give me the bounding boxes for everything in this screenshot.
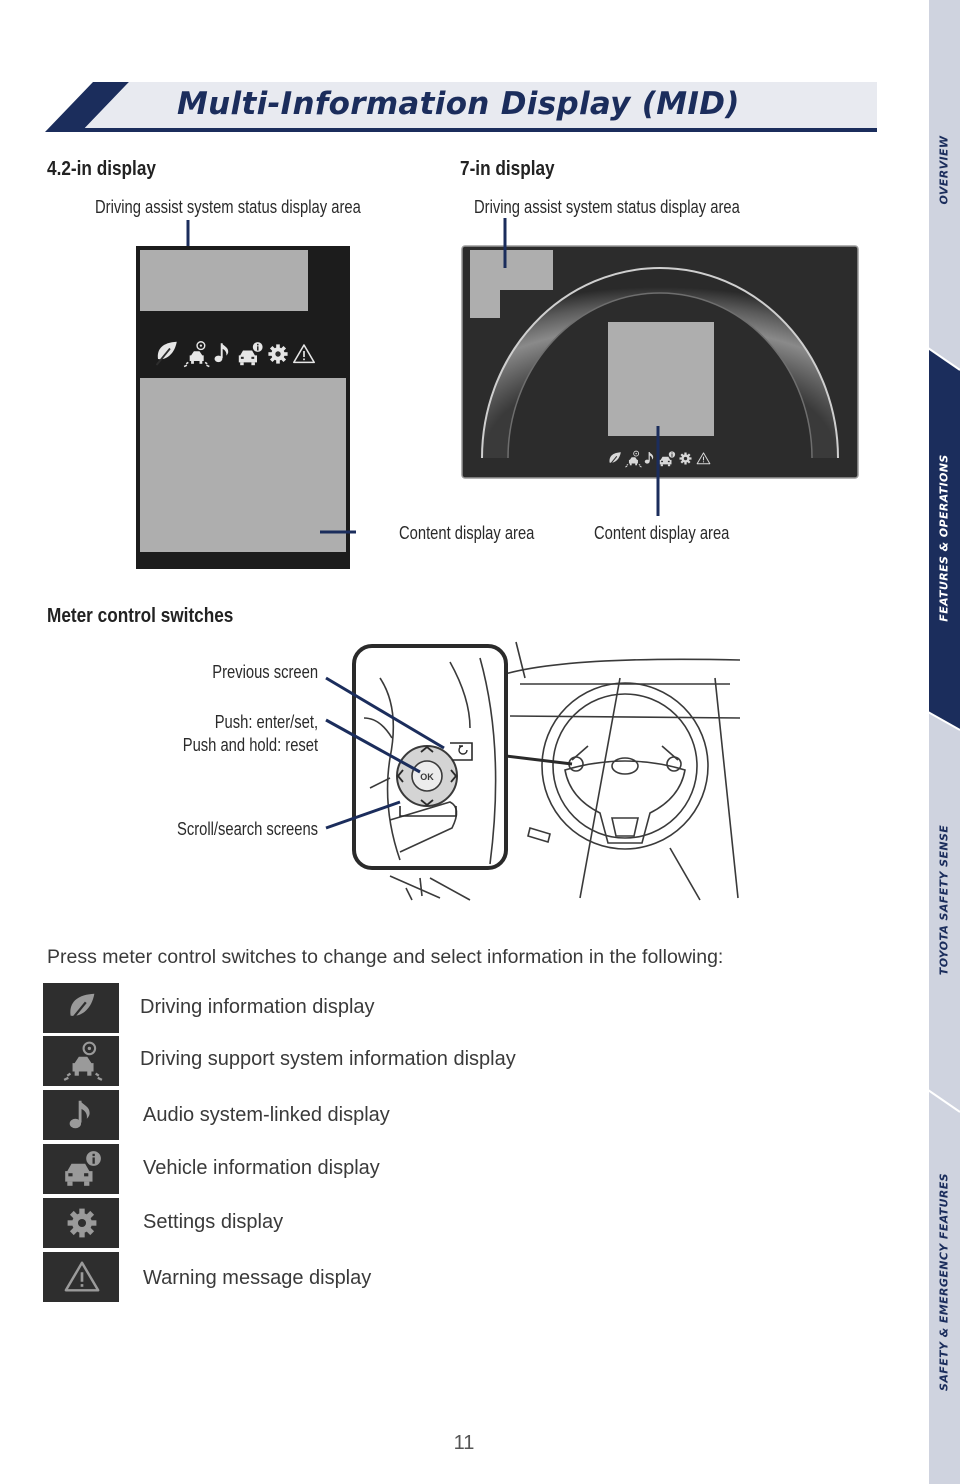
display-42-heading: 4.2-in display [47,158,156,180]
display-7-status-label: Driving assist system status display area [474,197,740,217]
svg-text:OK: OK [420,772,434,782]
legend-label: Warning message display [143,1267,372,1289]
display-7-heading: 7-in display [460,158,555,180]
legend-item [43,983,119,1033]
music-note-icon [43,1090,119,1140]
section-tabs: OVERVIEW FEATURES & OPERATIONS TOYOTA SAFETY SENSE SAFETY & EMERGENCY FEATURES [928,0,960,1484]
legend-label: Driving support system information display [140,1048,516,1070]
leaf-icon [43,983,119,1033]
legend-label: Driving information display [140,996,375,1018]
display-42-content-label: Content display area [399,523,535,543]
legend-item [43,1090,119,1140]
gear-icon [43,1198,119,1248]
legend-item [43,1252,119,1302]
legend-label: Settings display [143,1211,284,1233]
steering-wheel-illustration [320,638,740,904]
display-7-figure [460,218,860,548]
scroll-search-label: Scroll/search screens [176,819,318,839]
intro-text: Press meter control switches to change and select information in the following: [47,946,724,968]
display-42-status-label: Driving assist system status display area [95,197,361,217]
meter-heading: Meter control switches [47,605,234,627]
legend-item [43,1036,119,1086]
display-7-content-label: Content display area [594,523,730,543]
vehicle-info-icon [43,1144,119,1194]
display-42-figure [136,220,356,572]
previous-screen-label: Previous screen [212,662,318,682]
legend-label: Vehicle information display [143,1157,380,1179]
page-number: 11 [453,1432,475,1454]
driving-support-icon [43,1036,119,1086]
title-banner [45,82,877,132]
push-enter-label: Push: enter/set, [214,712,318,732]
warning-icon [43,1252,119,1302]
legend-item [43,1198,119,1248]
legend-label: Audio system-linked display [143,1104,390,1126]
page-title: Multi-Information Display (MID) [177,86,740,122]
push-hold-label: Push and hold: reset [182,735,318,755]
legend-item [43,1144,119,1194]
